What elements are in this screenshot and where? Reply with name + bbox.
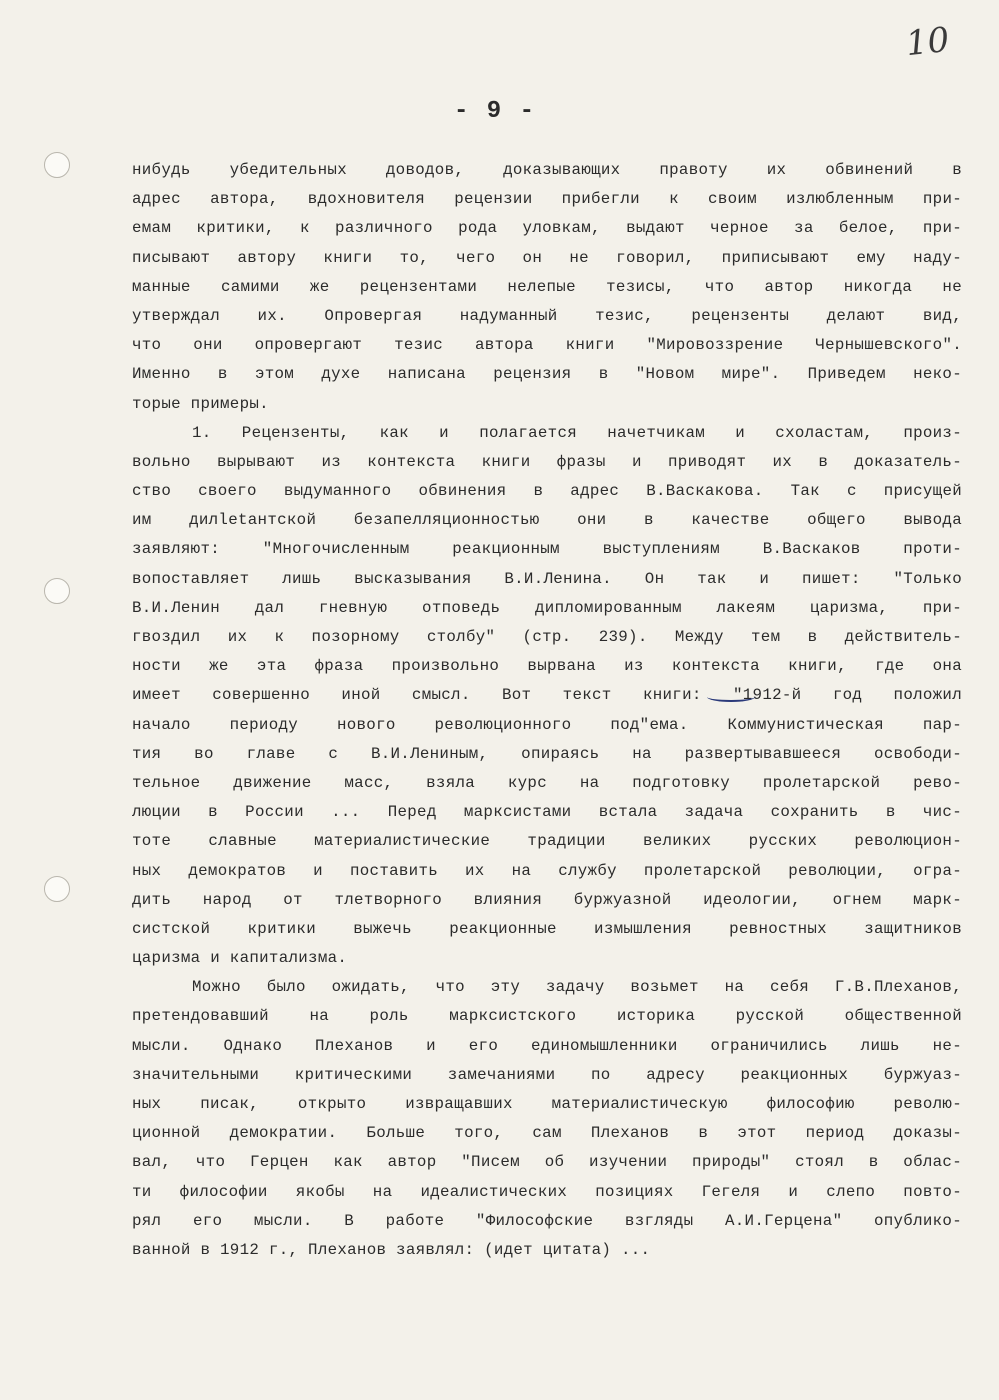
text-line: имеет совершенно иной смысл. Вот текст книги: "1912-й год положил xyxy=(132,686,962,705)
text-line: систской критики выжечь реакционные измышления ревностных защитников xyxy=(132,919,962,938)
text-line: ство своего выдуманного обвинения в адрес В.Васкакова. Так с присущей xyxy=(132,482,962,501)
text-line: Можно было ожидать, что эту задачу возьмет на себя Г.В.Плеханов, xyxy=(192,978,962,997)
text-line: ванной в 1912 г., Плеханов заявлял: (идет цитата) ... xyxy=(132,1240,651,1259)
text-line: значительными критическими замечаниями по адресу реакционных буржуаз- xyxy=(132,1065,962,1084)
text-line: начало периоду нового революционного под"ема. Коммунистическая пар- xyxy=(132,715,962,734)
text-line: адрес автора, вдохновителя рецензии прибегли к своим излюбленным при- xyxy=(132,190,962,209)
archive-page-number: 10 xyxy=(904,19,952,65)
text-line: тия во главе с В.И.Лениным, опираясь на развертывавшееся освободи- xyxy=(132,744,962,763)
text-line: торые примеры. xyxy=(132,394,269,413)
text-line: рял его мысли. В работе "Философские взгляды А.И.Герцена" опублико- xyxy=(132,1211,962,1230)
text-line: гвоздил их к позорному столбу" (стр. 239). Между тем в действитель- xyxy=(132,628,962,646)
text-line: утверждал их. Опровергая надуманный тезис, рецензенты делают вид, xyxy=(132,306,962,325)
body-text xyxy=(132,156,962,1265)
text-line: ности же эта фраза произвольно вырвана из контекста книги, где она xyxy=(132,657,962,676)
text-line: мысли. Однако Плеханов и его единомышленники ограничились лишь не- xyxy=(132,1036,962,1055)
text-line: тельное движение масс, взяла курс на подготовку пролетарской рево- xyxy=(132,773,962,792)
text-line: ных писак, открыто извращавших материалистическую философию револю- xyxy=(132,1095,962,1113)
text-line: писывают автору книги то, чего он не говорил, приписывают ему наду- xyxy=(132,248,962,267)
text-line: дить народ от тлетворного влияния буржуазной идеологии, огнем марк- xyxy=(132,890,962,909)
punch-hole xyxy=(44,152,70,178)
text-line: нибудь убедительных доводов, доказывающих правоту их обвинений в xyxy=(132,161,962,179)
text-line: Именно в этом духе написана рецензия в "Новом мире". Приведем неко- xyxy=(132,365,962,384)
text-line: ных демократов и поставить их на службу пролетарской революции, огра- xyxy=(132,861,962,880)
text-line: люции в России ... Перед марксистами встала задача сохранить в чис- xyxy=(132,803,962,822)
page-number: - 9 - xyxy=(454,98,537,125)
text-line: вольно вырывают из контекста книги фразы и приводят их в доказатель- xyxy=(132,452,962,471)
text-line: вопоставляет лишь высказывания В.И.Ленина. Он так и пишет: "Только xyxy=(132,569,962,588)
punch-hole xyxy=(44,578,70,604)
text-line: царизма и капитализма. xyxy=(132,949,348,968)
text-line: В.И.Ленин дал гневную отповедь дипломированным лакеям царизма, при- xyxy=(132,598,962,617)
handwritten-underline xyxy=(707,692,755,702)
text-line: тоте славные материалистические традиции великих русских революцион- xyxy=(132,832,962,851)
text-line: ционной демократии. Больше того, сам Плеханов в этот период доказы- xyxy=(132,1124,962,1143)
text-line: манные самими же рецензентами нелепые тезисы, что автор никогда не xyxy=(132,277,962,296)
punch-hole xyxy=(44,876,70,902)
text-line: 1. Рецензенты, как и полагается начетчикам и схоластам, произ- xyxy=(192,423,962,442)
text-line: ти философии якобы на идеалистических позициях Гегеля и слепо повто- xyxy=(132,1182,962,1201)
text-line: им дилletантской безапелляционностью они в качестве общего вывода xyxy=(132,511,962,530)
text-line: емам критики, к различного рода уловкам, выдают черное за белое, при- xyxy=(132,219,962,238)
text-line: заявляют: "Многочисленным реакционным выступлениям В.Васкаков проти- xyxy=(132,540,962,559)
text-line: претендовавший на роль марксистского историка русской общественной xyxy=(132,1007,962,1026)
text-line: вал, что Герцен как автор "Писем об изучении природы" стоял в облас- xyxy=(132,1153,962,1172)
text-line: что они опровергают тезис автора книги "Мировоззрение Чернышевского". xyxy=(132,336,962,355)
